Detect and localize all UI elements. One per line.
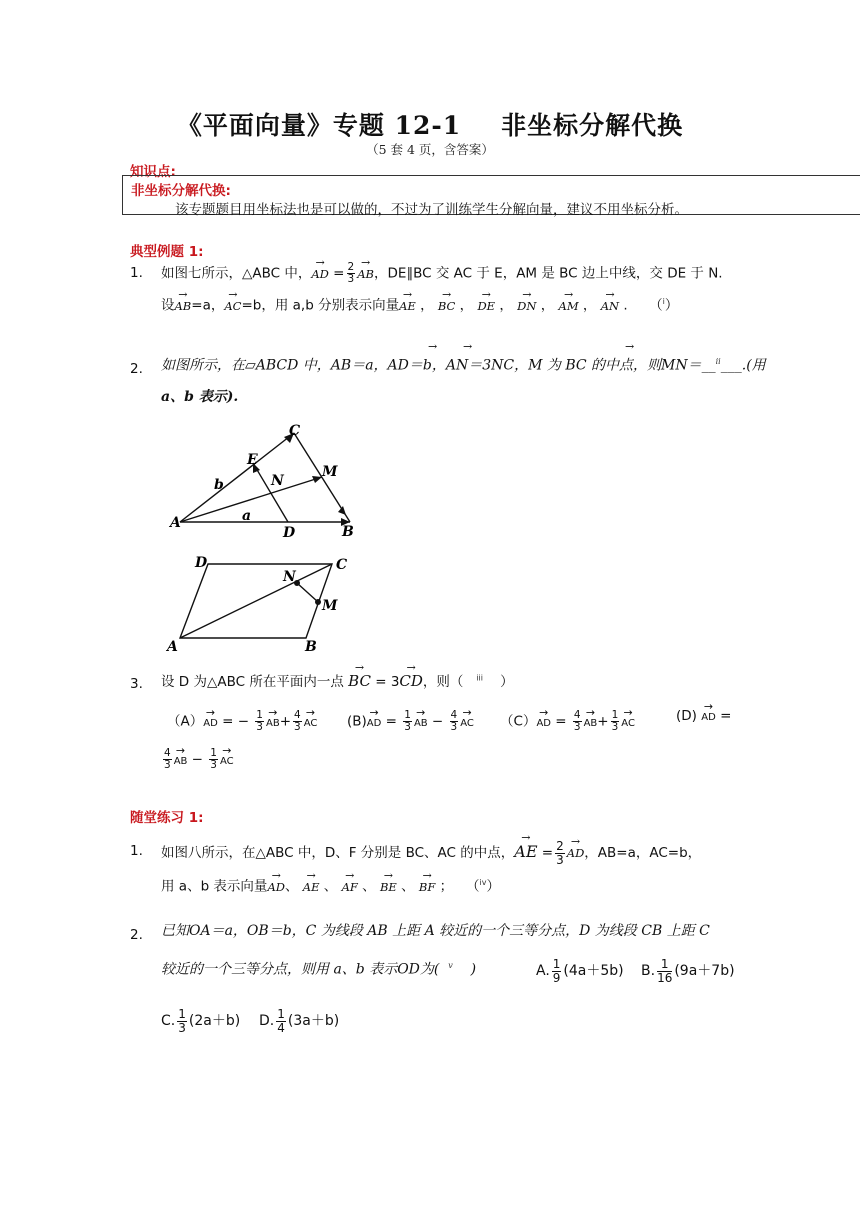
p2-number: 2. (130, 927, 143, 943)
fig1-label-a: A (170, 515, 181, 531)
title-sub: 非坐标分解代换 (501, 111, 684, 140)
practice-label: 随堂练习 1: (130, 810, 204, 826)
knowledge-label: 知识点: (130, 164, 176, 180)
fig2-label-a: A (167, 639, 178, 655)
frac-1-3: $\frac{1}{3}$ (256, 709, 263, 734)
box-header: 非坐标分解代换: (131, 183, 231, 199)
q3-option-a[interactable]: （A）→ AD = − $\frac{1}{3}$ → AB+ $\frac{4}{3}$ → AC (167, 710, 317, 733)
vec-ad: → AD (567, 848, 585, 860)
vec-ad: → AD (267, 882, 285, 894)
p2-option-d[interactable] (259, 1008, 339, 1034)
footnote-ref-v[interactable]: v (448, 961, 453, 970)
fig2-label-m: M (322, 598, 338, 614)
vec-dn: → DN (517, 301, 536, 313)
vec-ae: → AE (399, 301, 416, 313)
fig2-label-n: N (283, 569, 296, 585)
vec-bf: → BF (419, 882, 435, 894)
vec-ac: → AC (220, 757, 234, 767)
parallelogram-figure (160, 552, 360, 657)
frac-1-4: $\frac{1}{4}$ (277, 1007, 285, 1035)
vec-ae: → AE (303, 882, 320, 894)
page-title (0, 106, 860, 142)
frac-4-3: $\frac{4}{3}$ (164, 747, 171, 772)
q2-arrow-ad: → (463, 340, 473, 353)
page-subtitle: （5 套 4 页，含答案） (366, 142, 494, 157)
p2-line2 (161, 962, 476, 977)
frac-2-3: $\frac{2}{3}$ (556, 839, 564, 867)
vec-ab: → AB (174, 757, 188, 767)
q2-arrow-ab: → (428, 340, 438, 353)
option-a-label: （A） (167, 713, 204, 730)
p2-option-b[interactable] (641, 958, 735, 984)
knowledge-box (122, 175, 860, 218)
q3-option-d[interactable]: (D) → AD = (676, 710, 731, 724)
option-c-label: （C） (500, 713, 537, 730)
vec-ad: → AD (701, 713, 716, 723)
title-main: 《平面向量》专题 12-1 (176, 111, 462, 140)
fig2-label-b: B (305, 639, 317, 655)
p2-option-a[interactable] (536, 958, 624, 984)
vec-af: → AF (342, 882, 358, 894)
vec-ab: → AB (414, 719, 428, 729)
q2-line1 (161, 358, 766, 373)
fig1-label-b-vertex: B (342, 524, 354, 540)
q1-line2-a: 设 (161, 297, 175, 314)
vec-am: → AM (559, 301, 579, 313)
p2-option-b-expr: (9a＋7b) (674, 963, 735, 980)
frac-4-3: $\frac{4}{3}$ (294, 709, 301, 734)
vec-ac: → AC (621, 719, 635, 729)
vec-ab: → AB (357, 269, 374, 281)
vec-ab: → AB (584, 719, 598, 729)
vec-ab: → AB (175, 301, 192, 313)
p1-line2-text: 用 a、b 表示向量 (161, 878, 268, 895)
p2-option-b-label: B. (641, 963, 656, 980)
frac-4-3: $\frac{4}{3}$ (573, 709, 581, 734)
vec-ac: → AC (304, 719, 318, 729)
p1-number: 1. (130, 843, 143, 859)
fig1-label-e: E (247, 452, 258, 468)
vec-cd: → CD (399, 674, 423, 689)
p2-option-c-label: C. (161, 1013, 176, 1030)
p1-line1-rest: AB=a，AC=b， (597, 845, 702, 862)
frac-1-16: $\frac{1}{16}$ (657, 957, 673, 985)
fig2-label-d: D (195, 555, 208, 571)
p2-option-c[interactable] (161, 1008, 240, 1034)
vec-de: → DE (477, 301, 495, 313)
frac-1-3: $\frac{1}{3}$ (178, 1007, 186, 1035)
q2-line2: a、b 表示). (161, 389, 239, 405)
vec-ac: → AC (224, 301, 241, 313)
q2-arrow-mn: → (625, 340, 635, 353)
vec-ac: → AC (460, 719, 474, 729)
footnote-ref-ii[interactable]: ii (715, 357, 721, 366)
q2-number: 2. (130, 361, 143, 377)
vec-bc: → BC (438, 301, 455, 313)
example-label: 典型例题 1: (130, 244, 204, 260)
q1-line2: 设→ AB=a，→ AC=b，用 a,b 分别表示向量→ AE ， → BC ， → DE ， → DN ， → AM ， → AN . （$^i$） (161, 298, 678, 313)
fig1-label-d: D (283, 525, 296, 541)
p2-line2-end: ) (470, 961, 477, 978)
fig1-label-a-lower: a (242, 508, 252, 524)
q3-option-b[interactable]: (B)→ AD = $\frac{1}{3}$ → AB − $\frac{4}{3}$ → AC (347, 710, 474, 733)
vec-an: → AN (601, 301, 619, 313)
q3-line1-end: ） (500, 674, 514, 690)
box-text: 该专题题目用坐标法也是可以做的，不过为了训练学生分解向量，建议不用坐标分析。 (175, 202, 688, 218)
p2-option-a-label: A. (536, 963, 550, 980)
q2-line1-end: ___.(用 (720, 357, 766, 374)
q1-line2-b: =a， (191, 297, 225, 314)
vec-bc: → BC (348, 674, 371, 689)
q3-option-c[interactable]: （C）→ AD = $\frac{4}{3}$ → AB+ $\frac{1}{3}$ → AC (500, 710, 635, 733)
q3-line1: 设 D 为△ABC 所在平面内一点 → BC = 3→ CD，则（ $^{iii}$ ） (161, 674, 514, 690)
frac-1-3: $\frac{1}{3}$ (611, 709, 619, 734)
footnote-ref-i[interactable]: i (662, 297, 665, 306)
footnote-ref-iv[interactable]: iv (479, 878, 487, 887)
p2-option-a-expr: (4a＋5b) (563, 963, 624, 980)
q3-line1-text: 设 D 为△ABC 所在平面内一点 (161, 674, 344, 690)
q1-number: 1. (130, 265, 143, 281)
q3-line1-mid: ，则（ (422, 674, 464, 690)
vec-ab: → AB (266, 719, 280, 729)
vec-ad: → AD (203, 719, 218, 729)
q3-number: 3. (130, 676, 143, 692)
fig1-label-n: N (271, 473, 284, 489)
frac-2-3: $\frac{2}{3}$ (347, 261, 355, 286)
frac-1-3: $\frac{1}{3}$ (404, 709, 411, 734)
vec-ad: → AD (367, 719, 382, 729)
q2-line1-text: 如图所示，在▱ABCD 中，AB＝a，AD＝b，AN＝3NC，M 为 BC 的中点，则MN＝__ (161, 357, 716, 374)
option-b-label: (B) (347, 713, 367, 730)
p2-option-d-expr: (3a＋b) (287, 1013, 340, 1030)
p1-line1: 如图八所示，在△ABC 中，D、F 分别是 BC、AC 的中点，→ AE = $\frac{2}{3}$ → AD，AB=a，AC=b， (161, 840, 701, 866)
footnote-ref-iii[interactable]: iii (476, 673, 483, 683)
p2-option-c-expr: (2a＋b) (188, 1013, 241, 1030)
frac-1-3: $\frac{1}{3}$ (210, 747, 217, 772)
p2-line1: 已知OA＝a，OB＝b，C 为线段 AB 上距 A 较近的一个三等分点，D 为线段 CB 上距 C (161, 923, 710, 939)
fig1-label-m: M (322, 464, 338, 480)
fig2-label-c: C (336, 557, 348, 573)
frac-4-3: $\frac{4}{3}$ (450, 709, 458, 734)
q1-line2-c: =b，用 a,b 分别表示向量 (241, 297, 400, 314)
vec-ae: → AE (514, 844, 537, 860)
triangle-figure (160, 415, 380, 545)
vec-be: → BE (380, 882, 397, 894)
vec-ad: → AD (311, 269, 329, 281)
p1-line1-text: 如图八所示，在△ABC 中，D、F 分别是 BC、AC 的中点， (161, 845, 515, 862)
q1-line1-text: 如图七所示，△ABC 中， (161, 265, 312, 282)
p2-option-d-label: D. (259, 1013, 275, 1030)
q1-line1: 如图七所示，△ABC 中，→ AD = $\frac{2}{3}$ → AB，DE∥BC 交 AC 于 E，AM 是 BC 边上中线，交 DE 于 N. (161, 262, 723, 285)
p2-line2-text: 较近的一个三等分点，则用 a、b 表示OD为( (161, 961, 440, 978)
fig1-label-c: C (289, 423, 301, 439)
q3-option-d-cont: $\frac{4}{3}$ → AB − $\frac{1}{3}$ → AC (161, 748, 234, 771)
p1-line2: 用 a、b 表示向量→ AD、 → AE 、 → AF 、 → BE 、 → BF ； （$^{iv}$） (161, 879, 500, 894)
frac-1-9: $\frac{1}{9}$ (552, 957, 561, 985)
fig1-label-b: b (214, 477, 224, 493)
q1-line1-rest: ，DE∥BC 交 AC 于 E，AM 是 BC 边上中线，交 DE 于 N. (373, 265, 723, 282)
vec-ad: → AD (536, 719, 551, 729)
option-d-label: (D) (676, 708, 697, 724)
